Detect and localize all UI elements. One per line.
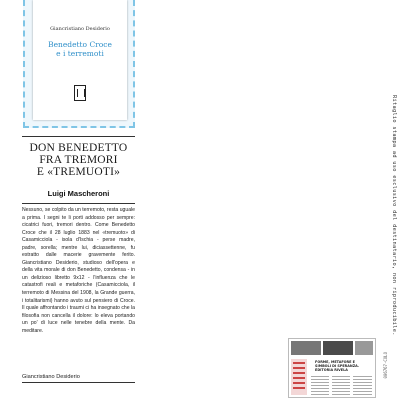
headline-line2: FRA TREMORI <box>39 154 118 166</box>
book-cover <box>33 0 127 120</box>
thumbnail-text-column <box>332 376 350 395</box>
thumbnail-sidebar-column <box>291 359 307 395</box>
byline-divider <box>22 203 135 204</box>
cover-author: Giancristiano Desiderio <box>50 26 110 32</box>
cover-title <box>33 40 127 58</box>
thumbnail-text-column <box>311 376 329 395</box>
thumbnail-headline: FORME, METAFORE E SIMBOLI DI SPERANZA. EDITORIA RIVELA <box>315 360 360 372</box>
thumbnail-photo <box>291 341 321 355</box>
newspaper-page-thumbnail <box>288 338 376 398</box>
book-cover-frame <box>23 0 135 128</box>
cover-title-line1: Benedetto Croce <box>48 40 112 49</box>
thumbnail-photo <box>323 341 353 355</box>
copyright-notice: Ritaglio stampa ad uso esclusivo del destinatario, non riproducibile. <box>391 95 397 336</box>
clipping-code: 006767-COLO <box>383 352 388 379</box>
top-divider <box>22 136 135 137</box>
thumbnail-photo <box>355 341 373 355</box>
headline-line1: DON BENEDETTO <box>29 142 128 154</box>
article-body: Nessuno, se colpito da un terremoto, resta uguale a prima. I segni te li porti addosso per sempre: cicatrici fuori, tremori dentro. Come Benedetto Croce che il 28 luglio 1883 nel «tremuoto» di Casamicciola - isola d'Ischia - perse madre, padre, sorella; mentre lui, diciassettenne, fu estratto dalle macerie gravemente ferito. Giancristiano Desiderio, studioso dell'opera e della vita morale di don Benedetto, condensa - in un delizioso libretto 9x12 - l'influenza che le catastrofi reali e metaforiche (Casamicciola, il terremoto di Messina del 1908, la Grande guerra, i totalitarismi) hanno avuto sul pensiero di Croce. Il quale affrontando i traumi ci ha insegnato che la filosofia non cancella il dolore: lo eleva portando un po' di luce nelle tenebre della mente. Da meditare. <box>22 207 135 334</box>
article-footer-author: Giancristiano Desiderio <box>22 374 80 380</box>
article-byline: Luigi Mascheroni <box>47 189 110 198</box>
headline-line3: E «TREMUOTI» <box>36 166 121 178</box>
bottom-divider <box>22 382 135 383</box>
cover-title-line2: e i terremoti <box>56 49 104 58</box>
thumbnail-text-column <box>353 376 372 395</box>
publisher-logo-icon <box>74 85 86 101</box>
article-headline <box>22 142 135 178</box>
